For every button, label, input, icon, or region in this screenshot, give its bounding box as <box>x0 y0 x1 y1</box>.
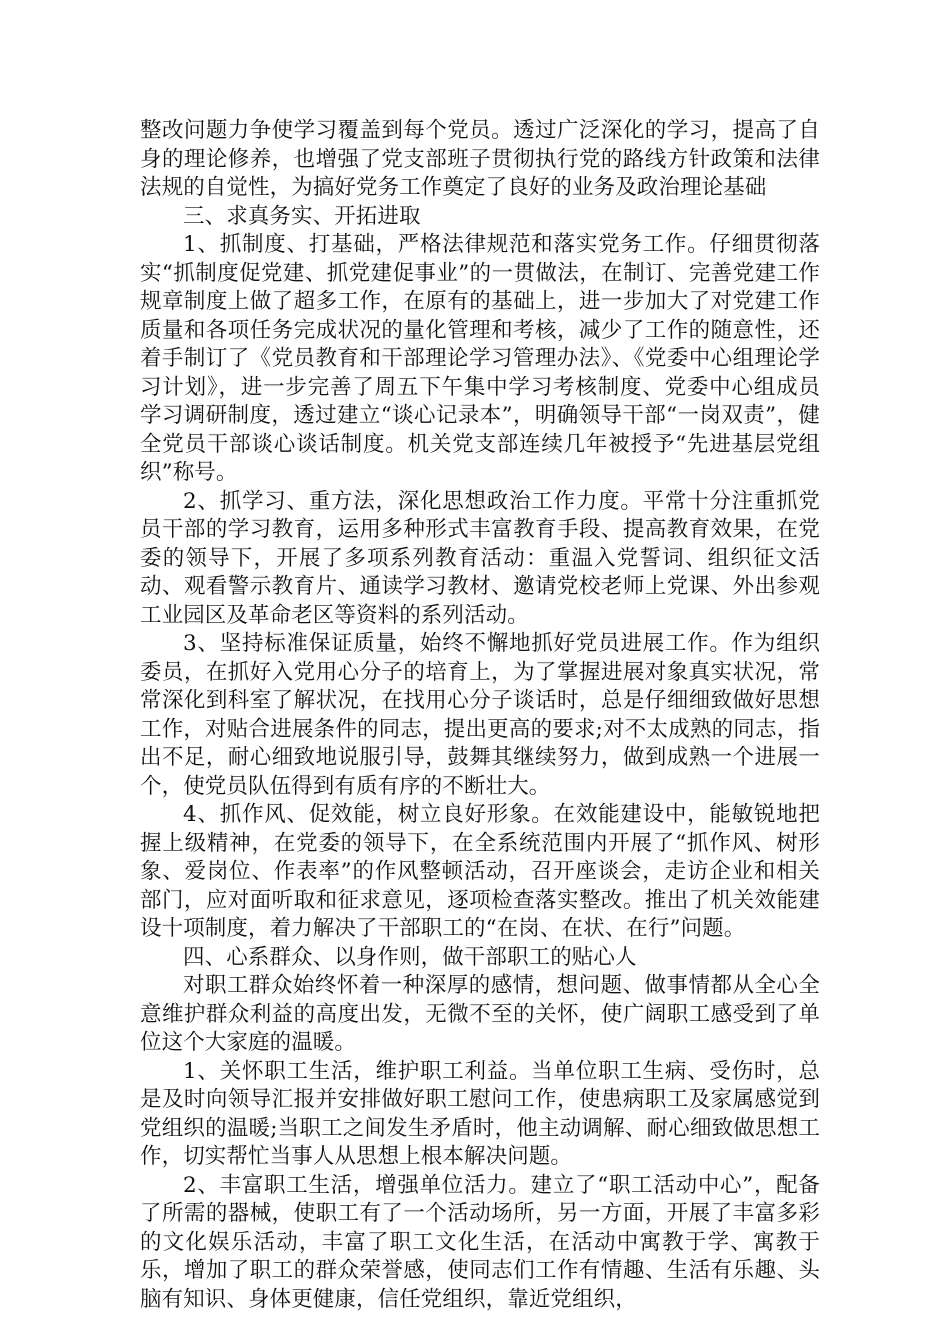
paragraph: 1、抓制度、打基础，严格法律规范和落实党务工作。仔细贯彻落实“抓制度促党建、抓党建促事业”的一贯做法，在制订、完善党建工作规章制度上做了超多工作，在原有的基础上，进一步加大了对党建工作质量和各项任务完成状况的量化管理和考核，减少了工作的随意性，还着手制订了《党员教育和干部理论学习管理办法》、《党委中心组理论学习计划》，进一步完善了周五下午集中学习考核制度、党委中心组成员学习调研制度，透过建立“谈心记录本”，明确领导干部“一岗双责”，健全党员干部谈心谈话制度。机关党支部连续几年被授予“先进基层党组织”称号。 <box>140 232 820 485</box>
document-body <box>140 117 820 1314</box>
paragraph: 2、丰富职工生活，增强单位活力。建立了“职工活动中心”，配备了所需的器械，使职工有了一个活动场所，另一方面，开展了丰富多彩的文化娱乐活动，丰富了职工文化生活，在活动中寓教于学、寓教于乐，增加了职工的群众荣誉感，使同志们工作有情趣、生活有乐趣、头脑有知识、身体更健康，信任党组织，靠近党组织， <box>140 1172 820 1312</box>
paragraph: 3、坚持标准保证质量，始终不懈地抓好党员进展工作。作为组织委员，在抓好入党用心分子的培育上，为了掌握进展对象真实状况，常常深化到科室了解状况，在找用心分子谈话时，总是仔细细致做好思想工作，对贴合进展条件的同志，提出更高的要求;对不太成熟的同志，指出不足，耐心细致地说服引导，鼓舞其继续努力，做到成熟一个进展一个，使党员队伍得到有质有序的不断壮大。 <box>140 631 820 799</box>
paragraph: 2、抓学习、重方法，深化思想政治工作力度。平常十分注重抓党员干部的学习教育，运用多种形式丰富教育手段、提高教育效果，在党委的领导下，开展了多项系列教育活动：重温入党誓词、组织征文活动、观看警示教育片、通读学习教材、邀请党校老师上党课、外出参观工业园区及革命老区等资料的系列活动。 <box>140 488 820 628</box>
paragraph: 整改问题力争使学习覆盖到每个党员。透过广泛深化的学习，提高了自身的理论修养，也增强了党支部班子贯彻执行党的路线方针政策和法律法规的自觉性，为搞好党务工作奠定了良好的业务及政治理论基础 <box>140 118 820 200</box>
paragraph: 1、关怀职工生活，维护职工利益。当单位职工生病、受伤时，总是及时向领导汇报并安排做好职工慰问工作，使患病职工及家属感觉到党组织的温暖;当职工之间发生矛盾时，他主动调解、耐心细致做思想工作，切实帮忙当事人从思想上根本解决问题。 <box>140 1058 820 1169</box>
section-heading: 三、求真务实、开拓进取 <box>183 203 421 229</box>
paragraph: 对职工群众始终怀着一种深厚的感情，想问题、做事情都从全心全意维护群众利益的高度出发，无微不至的关怀，使广阔职工感受到了单位这个大家庭的温暖。 <box>140 973 820 1055</box>
section-heading: 四、心系群众、以身作则，做干部职工的贴心人 <box>183 944 637 970</box>
paragraph: 4、抓作风、促效能，树立良好形象。在效能建设中，能敏锐地把握上级精神，在党委的领导下，在全系统范围内开展了“抓作风、树形象、爱岗位、作表率”的作风整顿活动，召开座谈会，走访企业和相关部门，应对面听取和征求意见，逐项检查落实整改。推出了机关效能建设十项制度，着力解决了干部职工的“在岗、在状、在行”问题。 <box>140 802 820 941</box>
